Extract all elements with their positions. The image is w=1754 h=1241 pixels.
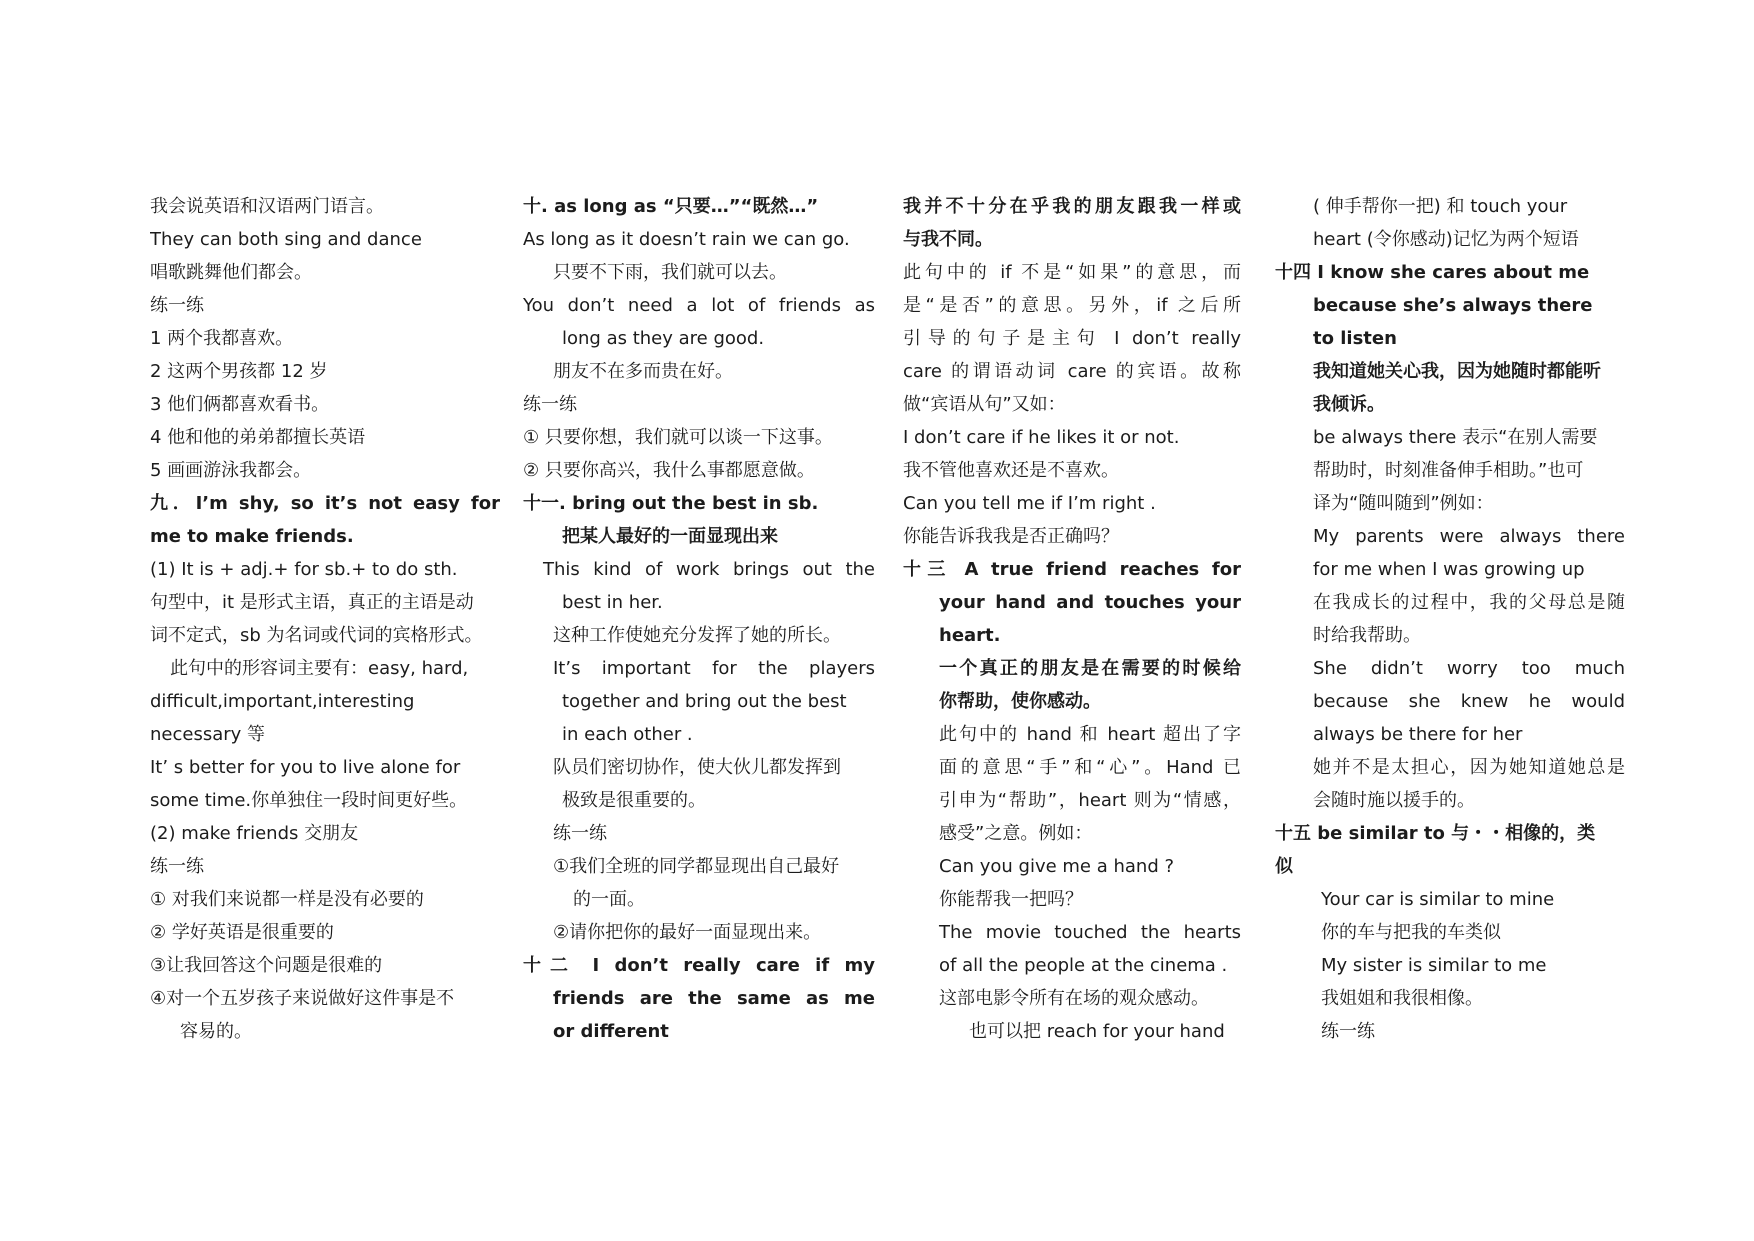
column-1 <box>150 190 500 1048</box>
exercise-item: ④对一个五岁孩子来说做好这件事是不 <box>150 988 455 1009</box>
translation-bold: 与我不同。 <box>903 229 993 250</box>
text-line: 此句中的 hand 和 heart 超出了字 <box>939 724 1241 745</box>
text-line: difficult,important,interesting <box>150 691 415 712</box>
column-2 <box>523 190 875 1048</box>
exercise-item: ②请你把你的最好一面显现出来。 <box>553 922 822 943</box>
text-line: 这种工作使她充分发挥了她的所长。 <box>553 625 841 646</box>
translation-bold: 一个真正的朋友是在需要的时候给 <box>939 658 1241 679</box>
text-line: necessary 等 <box>150 724 266 745</box>
text-line: As long as it doesn’t rain we can go. <box>523 229 850 250</box>
text-line: 会随时施以援手的。 <box>1313 790 1475 811</box>
text-line: 感受”之意。例如： <box>939 823 1093 844</box>
exercise-item: ② 只要你高兴，我什么事都愿意做。 <box>523 460 815 481</box>
text-line: 这部电影令所有在场的观众感动。 <box>939 988 1209 1009</box>
text-line: They can both sing and dance <box>150 229 422 250</box>
text-line: My parents were always there <box>1313 526 1625 547</box>
section-heading-14-cont: to listen <box>1313 328 1397 349</box>
text-line: 她并不是太担心，因为她知道她总是 <box>1313 757 1625 778</box>
text-line: 此句中的形容词主要有：easy, hard, <box>170 658 469 679</box>
section-heading-12-cont: or different <box>553 1021 669 1042</box>
text-line: together and bring out the best <box>562 691 847 712</box>
text-line: 在我成长的过程中，我的父母总是随 <box>1313 592 1625 613</box>
text-line: 时给我帮助。 <box>1313 625 1421 646</box>
exercise-item: ① 只要你想，我们就可以谈一下这事。 <box>523 427 833 448</box>
text-line: You don’t need a lot of friends as <box>523 295 875 316</box>
exercise-item: 5 画画游泳我都会。 <box>150 460 312 481</box>
text-line: 极致是很重要的。 <box>562 790 706 811</box>
exercise-item: ② 学好英语是很重要的 <box>150 922 334 943</box>
exercise-item: ① 对我们来说都一样是没有必要的 <box>150 889 424 910</box>
text-line: 你能告诉我我是否正确吗？ <box>903 526 1119 547</box>
exercise-label: 练一练 <box>523 394 577 415</box>
text-line: 译为“随叫随到”例如： <box>1313 493 1494 514</box>
section-heading-12-cont: friends are the same as me <box>553 988 875 1009</box>
text-line: 队员们密切协作，使大伙儿都发挥到 <box>553 757 841 778</box>
text-line: for me when I was growing up <box>1313 559 1585 580</box>
text-line: always be there for her <box>1313 724 1523 745</box>
section-heading-15: 十五 be similar to 与・・相像的，类 <box>1275 823 1596 844</box>
text-line: 我会说英语和汉语两门语言。 <box>150 196 384 217</box>
exercise-label: 练一练 <box>150 295 204 316</box>
text-line: of all the people at the cinema . <box>939 955 1228 976</box>
section-heading-13-cont: heart. <box>939 625 1001 646</box>
translation-bold: 我倾诉。 <box>1313 394 1385 415</box>
text-line: ( 伸手帮你一把) 和 touch your <box>1313 196 1568 217</box>
section-heading-13-cont: your hand and touches your <box>939 592 1241 613</box>
text-line: 我姐姐和我很相像。 <box>1321 988 1483 1009</box>
text-line: Can you give me a hand ? <box>939 856 1175 877</box>
text-line: in each other . <box>562 724 693 745</box>
text-line: 我不管他喜欢还是不喜欢。 <box>903 460 1119 481</box>
text-line: 引申为“帮助”，heart 则为“情感， <box>939 790 1241 811</box>
section-heading-12: 十二 I don’t really care if my <box>523 955 875 976</box>
text-line: because she knew he would <box>1313 691 1625 712</box>
text-line: (2) make friends 交朋友 <box>150 823 359 844</box>
text-line: 词不定式，sb 为名词或代词的宾格形式。 <box>150 625 483 646</box>
translation-bold: 我知道她关心我，因为她随时都能听 <box>1313 361 1601 382</box>
section-heading-11: 十一. bring out the best in sb. <box>523 493 819 514</box>
text-line: 引导的句子是主句 I don’t really <box>903 328 1241 349</box>
text-line: 句型中，it 是形式主语，真正的主语是动 <box>150 592 474 613</box>
text-line: care 的谓语动词 care 的宾语。故称 <box>903 361 1241 382</box>
text-line: 只要不下雨，我们就可以去。 <box>553 262 787 283</box>
text-line: 朋友不在多而贵在好。 <box>553 361 733 382</box>
text-line: She didn’t worry too much <box>1313 658 1625 679</box>
text-line: It’s important for the players <box>553 658 875 679</box>
text-line: 也可以把 reach for your hand <box>969 1021 1225 1042</box>
column-4 <box>1275 190 1625 1048</box>
section-heading-15-cont: 似 <box>1275 856 1293 877</box>
exercise-item-cont: 的一面。 <box>573 889 645 910</box>
exercise-item: 1 两个我都喜欢。 <box>150 328 294 349</box>
section-heading-14-cont: because she’s always there <box>1313 295 1593 316</box>
section-heading-9-cont: me to make friends. <box>150 526 354 547</box>
text-line: 面的意思“手”和“心”。Hand 已 <box>939 757 1241 778</box>
text-line: Your car is similar to mine <box>1321 889 1555 910</box>
text-line: best in her. <box>562 592 663 613</box>
text-line: 你的车与把我的车类似 <box>1321 922 1501 943</box>
exercise-label: 练一练 <box>150 856 204 877</box>
text-line: I don’t care if he likes it or not. <box>903 427 1180 448</box>
exercise-item: ①我们全班的同学都显现出自己最好 <box>553 856 840 877</box>
translation-bold: 你帮助，使你感动。 <box>939 691 1101 712</box>
exercise-item: 4 他和他的弟弟都擅长英语 <box>150 427 366 448</box>
text-line: The movie touched the hearts <box>939 922 1241 943</box>
text-line: (1) It is + adj.+ for sb.+ to do sth. <box>150 559 458 580</box>
text-line: 做“宾语从句”又如： <box>903 394 1066 415</box>
text-line: some time.你单独住一段时间更好些。 <box>150 790 468 811</box>
section-heading-11-cont: 把某人最好的一面显现出来 <box>562 526 778 547</box>
text-line: heart (令你感动)记忆为两个短语 <box>1313 229 1579 250</box>
section-heading-10: 十. as long as “只要…”“既然…” <box>523 196 819 217</box>
text-line: 是“是否”的意思。另外，if 之后所 <box>903 295 1241 316</box>
section-heading-14: 十四 I know she cares about me <box>1275 262 1590 283</box>
translation-bold: 我并不十分在乎我的朋友跟我一样或 <box>903 196 1241 217</box>
text-line: 唱歌跳舞他们都会。 <box>150 262 312 283</box>
exercise-label: 练一练 <box>553 823 607 844</box>
text-line: This kind of work brings out the <box>543 559 875 580</box>
text-line: My sister is similar to me <box>1321 955 1547 976</box>
exercise-item-cont: 容易的。 <box>180 1021 252 1042</box>
text-line: long as they are good. <box>562 328 765 349</box>
text-line: Can you tell me if I’m right . <box>903 493 1156 514</box>
text-line: be always there 表示“在别人需要 <box>1313 427 1598 448</box>
exercise-item: ③让我回答这个问题是很难的 <box>150 955 383 976</box>
exercise-item: 3 他们俩都喜欢看书。 <box>150 394 330 415</box>
exercise-label: 练一练 <box>1321 1021 1375 1042</box>
text-line: It’ s better for you to live alone for <box>150 757 461 778</box>
section-heading-13: 十三 A true friend reaches for <box>903 559 1241 580</box>
exercise-item: 2 这两个男孩都 12 岁 <box>150 361 328 382</box>
text-line: 帮助时，时刻准备伸手相助。”也可 <box>1313 460 1584 481</box>
text-line: 你能帮我一把吗？ <box>939 889 1083 910</box>
section-heading-9: 九．I’m shy, so it’s not easy for <box>150 493 500 514</box>
column-3 <box>903 190 1241 1048</box>
text-line: 此句中的 if 不是“如果”的意思，而 <box>903 262 1241 283</box>
